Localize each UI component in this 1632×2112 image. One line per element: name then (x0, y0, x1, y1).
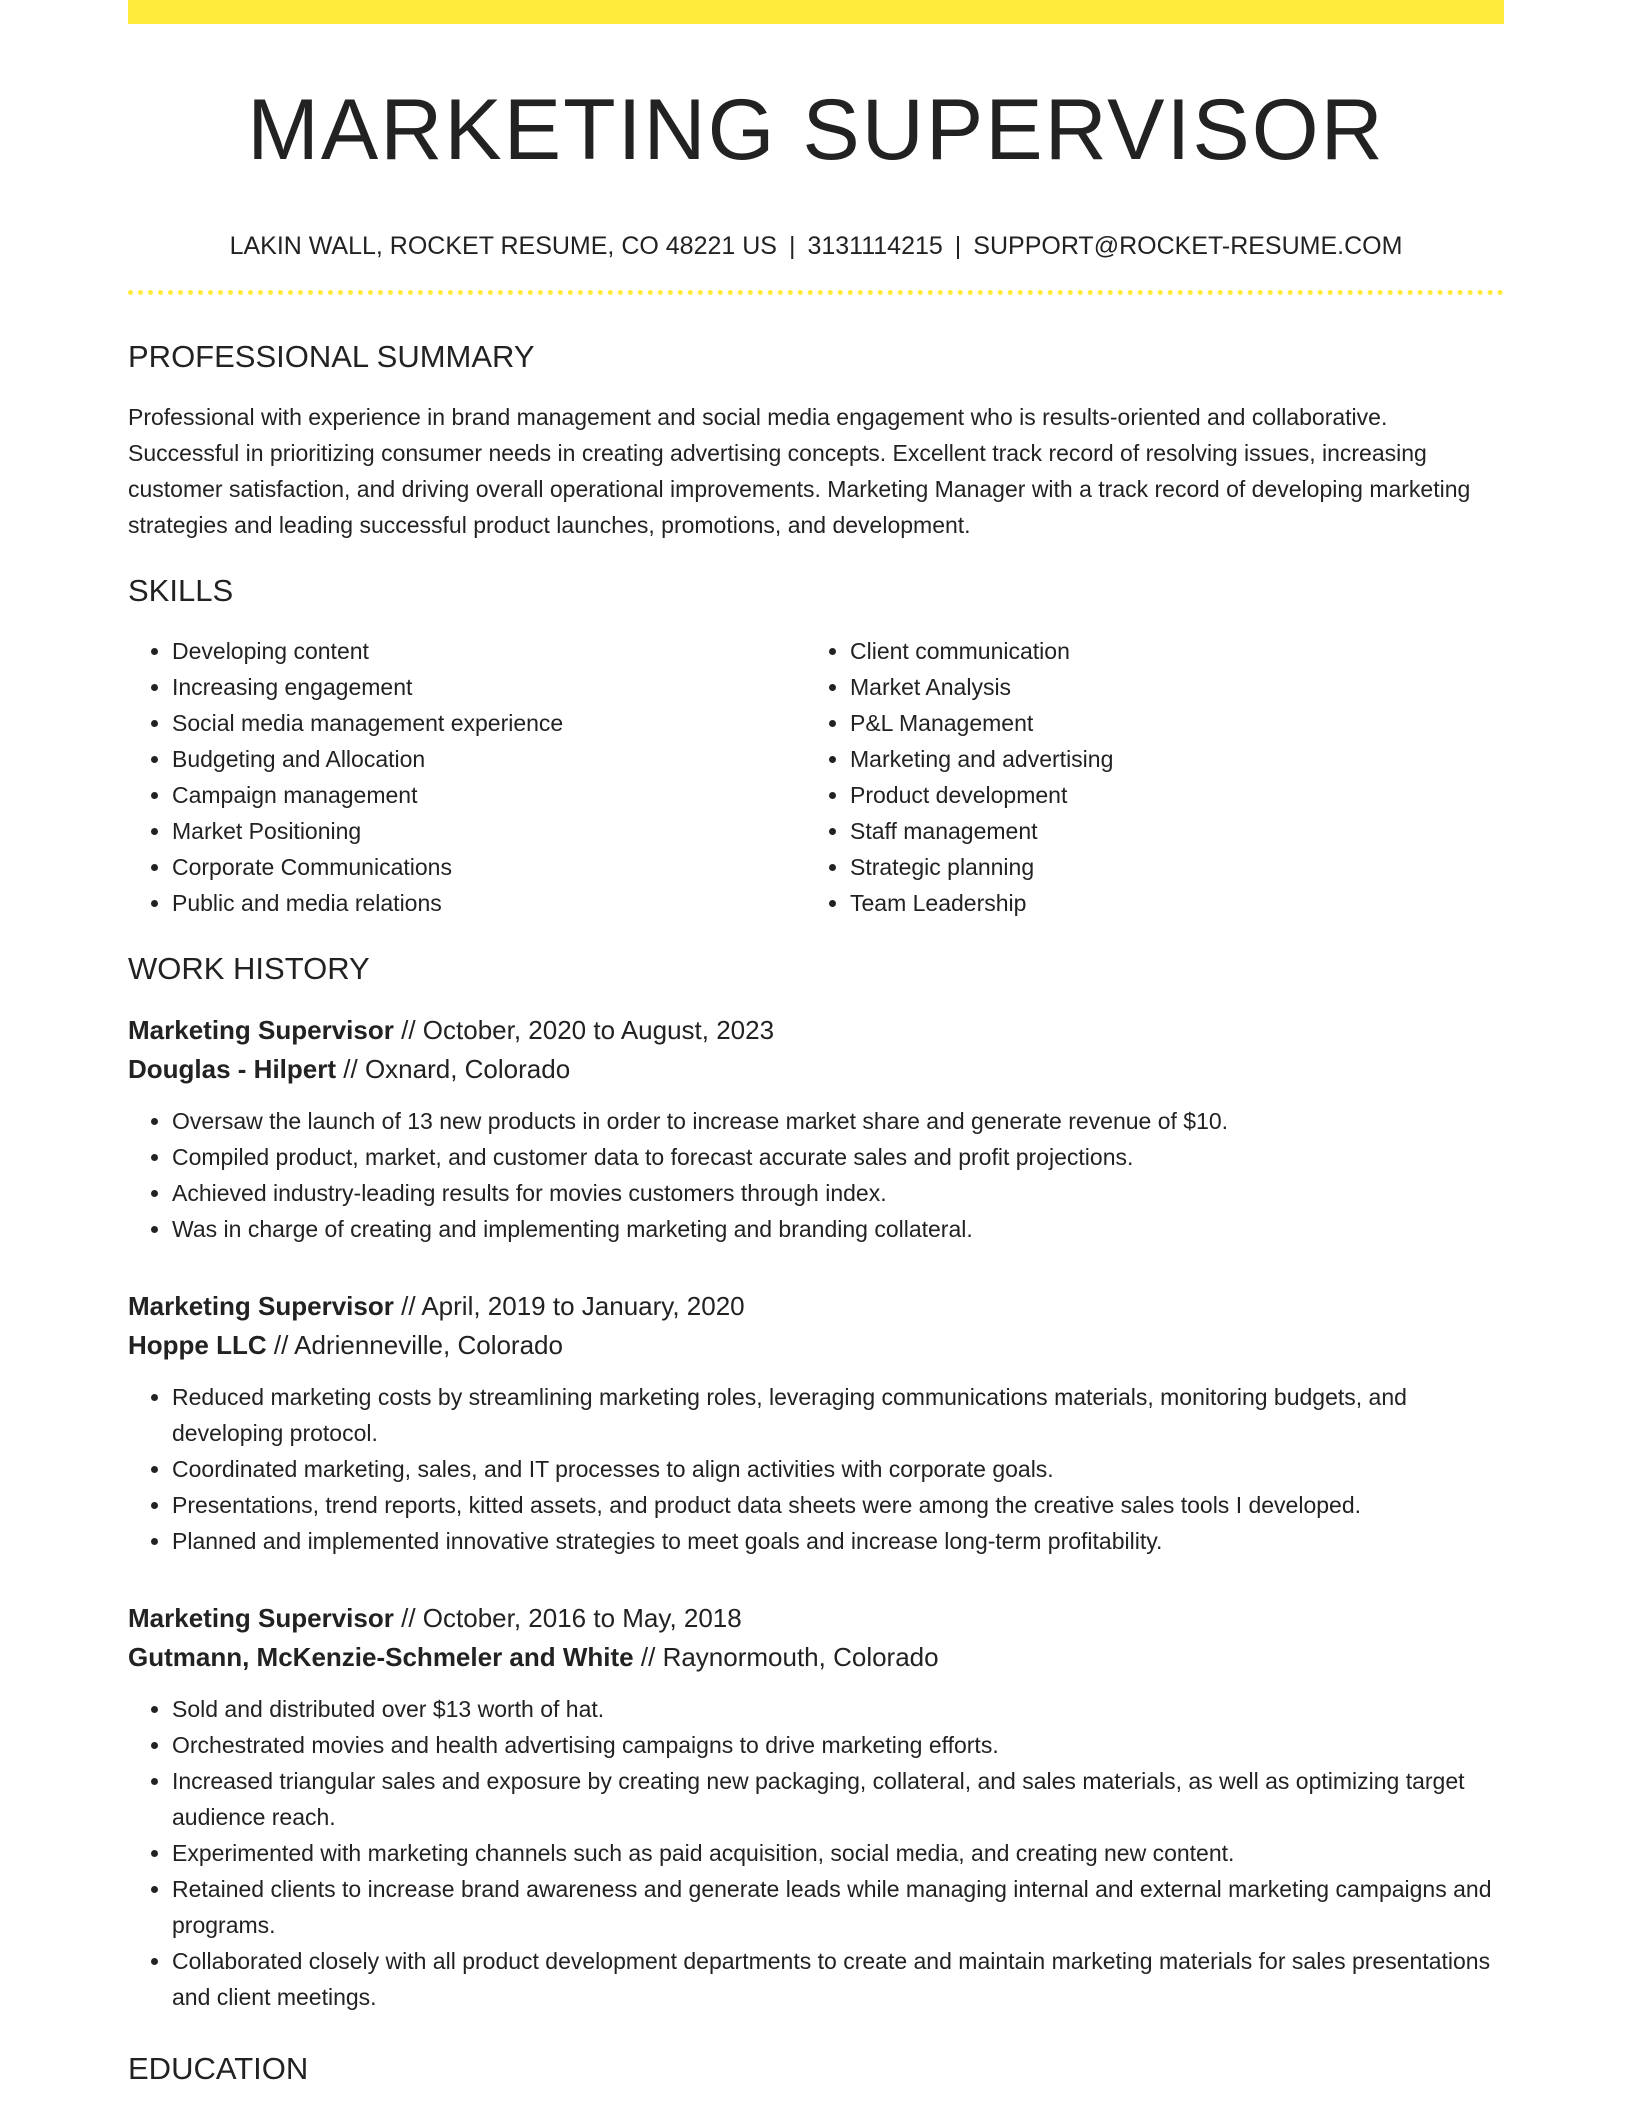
job-entry (128, 1011, 1504, 1247)
job-dates: April, 2019 to January, 2020 (421, 1291, 745, 1321)
job-role: Marketing Supervisor (128, 1603, 394, 1633)
contact-email: SUPPORT@ROCKET-RESUME.COM (973, 232, 1403, 260)
job-company-line (128, 1638, 1504, 1677)
job-bullet: • Achieved industry-leading results for movies customers through index. (172, 1175, 1504, 1211)
contact-line (128, 230, 1504, 262)
job-role: Marketing Supervisor (128, 1291, 394, 1321)
job-bullet: • Increased triangular sales and exposure by creating new packaging, collateral, and sales materials, as well as optimizing target audience reach. (172, 1763, 1504, 1835)
job-bullet: • Was in charge of creating and implementing marketing and branding collateral. (172, 1211, 1504, 1247)
job-bullet: • Experimented with marketing channels such as paid acquisition, social media, and creating new content. (172, 1835, 1504, 1871)
job-bullets (128, 1691, 1504, 2015)
summary-text: Professional with experience in brand management and social media engagement who is results-oriented and collaborative. Successful in prioritizing consumer needs in creating advertising concepts. Excellent track record of resolving issues, increasing customer satisfaction, and driving overall operational improvements. Marketing Manager with a track record of developing marketing strategies and leading successful product launches, promotions, and development. (128, 404, 1471, 538)
skills-heading: SKILLS (128, 573, 234, 608)
job-role-line (128, 1011, 1504, 1050)
contact-separator: | (788, 232, 796, 260)
job-location: Oxnard, Colorado (364, 1054, 571, 1084)
job-bullet: • Oversaw the launch of 13 new products in order to increase market share and generate revenue of $10. (172, 1103, 1504, 1139)
job-bullet: • Coordinated marketing, sales, and IT processes to align activities with corporate goals. (172, 1451, 1504, 1487)
job-role-line (128, 1599, 1504, 1638)
job-company: Douglas - Hilpert (128, 1054, 337, 1084)
job-role-line (128, 1287, 1504, 1326)
skill-item: • Budgeting and Allocation (172, 741, 806, 777)
job-bullet: • Reduced marketing costs by streamlining marketing roles, leveraging communications materials, monitoring budgets, and developing protocol. (172, 1379, 1504, 1451)
skill-item: • Product development (850, 777, 1484, 813)
contact-address: LAKIN WALL, ROCKET RESUME, CO 48221 US (229, 232, 777, 260)
resume-content (128, 0, 1504, 2089)
job-bullet: • Retained clients to increase brand awareness and generate leads while managing internal and external marketing campaigns and programs. (172, 1871, 1504, 1943)
job-bullet: • Sold and distributed over $13 worth of hat. (172, 1691, 1504, 1727)
skill-item: • P&L Management (850, 705, 1484, 741)
job-divider: // (640, 1642, 656, 1672)
job-dates: October, 2020 to August, 2023 (422, 1015, 775, 1045)
contact-phone: 3131114215 (807, 232, 943, 260)
job-bullet: • Planned and implemented innovative strategies to meet goals and increase long-term profitability. (172, 1523, 1504, 1559)
job-divider: // (273, 1330, 289, 1360)
page-title: MARKETING SUPERVISOR (247, 82, 1385, 178)
job-entry (128, 1287, 1504, 1559)
job-company: Hoppe LLC (128, 1330, 267, 1360)
job-entry (128, 1599, 1504, 2015)
job-bullet: • Orchestrated movies and health advertising campaigns to drive marketing efforts. (172, 1727, 1504, 1763)
skill-item: • Developing content (172, 633, 806, 669)
skills-list-left (128, 633, 806, 921)
header-divider (128, 290, 1504, 295)
job-role: Marketing Supervisor (128, 1015, 394, 1045)
education-heading: EDUCATION (128, 2051, 309, 2086)
skill-item: • Marketing and advertising (850, 741, 1484, 777)
skill-item: • Market Positioning (172, 813, 806, 849)
skill-item: • Campaign management (172, 777, 806, 813)
job-divider: // (401, 1603, 416, 1633)
job-location: Raynormouth, Colorado (662, 1642, 939, 1672)
skill-item: • Staff management (850, 813, 1484, 849)
skill-item: • Increasing engagement (172, 669, 806, 705)
skill-item: • Client communication (850, 633, 1484, 669)
job-divider: // (401, 1291, 416, 1321)
job-divider: // (343, 1054, 358, 1084)
job-bullet: • Presentations, trend reports, kitted assets, and product data sheets were among the creative sales tools I developed. (172, 1487, 1504, 1523)
skill-item: • Team Leadership (850, 885, 1484, 921)
skills-grid (128, 633, 1504, 921)
job-company: Gutmann, McKenzie-Schmeler and White (128, 1642, 634, 1672)
contact-separator: | (954, 232, 962, 260)
work-history-heading: WORK HISTORY (128, 951, 370, 986)
job-bullets (128, 1379, 1504, 1559)
job-bullet: • Collaborated closely with all product development departments to create and maintain marketing materials for sales presentations and client meetings. (172, 1943, 1504, 2015)
skill-item: • Market Analysis (850, 669, 1484, 705)
summary-heading: PROFESSIONAL SUMMARY (128, 339, 535, 374)
job-bullets (128, 1103, 1504, 1247)
skill-item: • Public and media relations (172, 885, 806, 921)
skill-item: • Strategic planning (850, 849, 1484, 885)
job-company-line (128, 1050, 1504, 1089)
skill-item: • Social media management experience (172, 705, 806, 741)
job-dates: October, 2016 to May, 2018 (422, 1603, 742, 1633)
job-location: Adrienneville, Colorado (294, 1330, 563, 1360)
job-divider: // (401, 1015, 416, 1045)
skill-item: • Corporate Communications (172, 849, 806, 885)
skills-list-right (806, 633, 1484, 921)
job-company-line (128, 1326, 1504, 1365)
job-bullet: • Compiled product, market, and customer data to forecast accurate sales and profit projections. (172, 1139, 1504, 1175)
